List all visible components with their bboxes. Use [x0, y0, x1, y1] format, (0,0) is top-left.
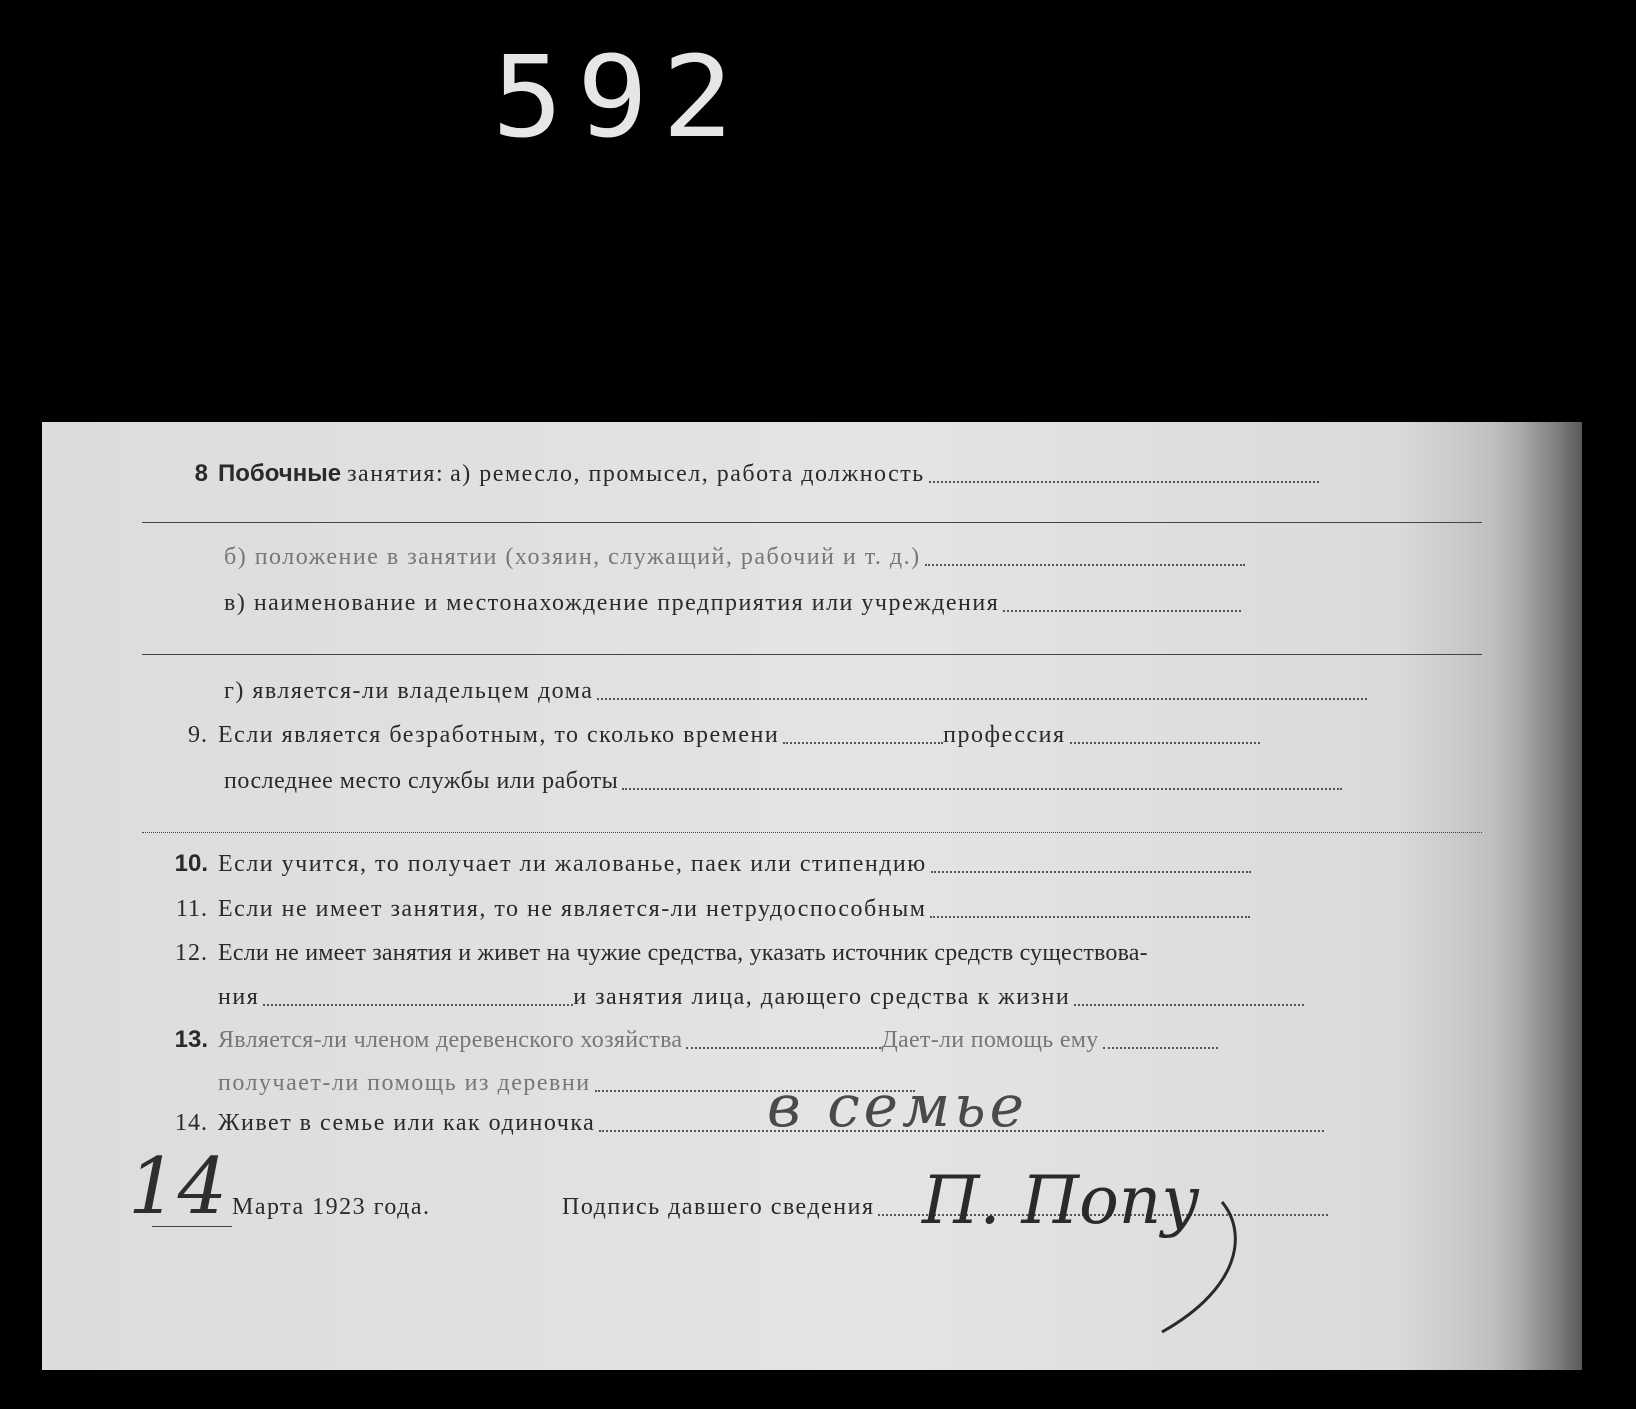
q12-number: 12.: [175, 940, 208, 966]
signature-flourish: [1152, 1192, 1272, 1342]
q8-label-2: занятия:: [347, 461, 445, 487]
q8-line-v: [224, 590, 1241, 617]
q9-continuation-line: [142, 832, 1482, 833]
q9-profession-fill: [1070, 742, 1260, 744]
q13-number: 13.: [174, 1026, 208, 1053]
q9-text: Если является безработным, то сколько времени: [218, 722, 780, 748]
q8-a-continuation-line: [142, 522, 1482, 523]
q11-fill: [930, 916, 1250, 918]
signature-handwritten: П. Попу: [922, 1162, 1200, 1239]
form-sheet: [42, 422, 1582, 1370]
footer-date-text: Марта 1923 года.: [232, 1194, 431, 1220]
q8-number: 8: [194, 460, 208, 487]
q13-text: Является-ли членом деревенского хозяйства: [218, 1027, 683, 1053]
q12-person-fill: [1074, 1004, 1304, 1006]
q9-last-job-text: последнее место службы или работы: [224, 768, 619, 794]
q9-line-1: [174, 722, 1260, 749]
q8-g-fill: [597, 698, 1367, 700]
q11-number: 11.: [175, 896, 208, 922]
q8-line-a: [174, 460, 1319, 488]
q9-number: 9.: [188, 722, 208, 748]
q8-v-text: в) наименование и местонахождение предприятия или учреждения: [224, 590, 1000, 616]
q14-handwritten-answer: в семье: [767, 1072, 1028, 1140]
q9-time-fill: [783, 742, 943, 744]
q12-cont-a: ния: [218, 984, 260, 1010]
footer-date-line: [232, 1194, 431, 1221]
date-day-handwritten: 14: [128, 1142, 228, 1232]
q12-text: Если не имеет занятия и живет на чужие средства, указать источник средств существова-: [218, 940, 1148, 966]
q13-help-fill: [1103, 1047, 1218, 1049]
q8-g-text: г) является-ли владельцем дома: [224, 678, 594, 704]
q8-label: Побочные: [218, 460, 342, 487]
q8-v-fill: [1003, 610, 1241, 612]
q10-number: 10.: [174, 850, 208, 877]
q10-text: Если учится, то получает ли жалованье, паек или стипендию: [218, 851, 927, 877]
q8-line-b: [224, 544, 1245, 571]
q12-line-2: [218, 984, 1304, 1011]
q11-line: [174, 896, 1250, 923]
q9-line-2: [224, 768, 1342, 795]
q10-line: [174, 850, 1251, 878]
q11-text: Если не имеет занятия, то не является-ли нетрудоспособным: [218, 896, 927, 922]
q10-fill: [931, 871, 1251, 873]
q8-a-fill: [929, 481, 1319, 483]
footer-sign-label: Подпись давшего сведения: [562, 1194, 875, 1220]
q13-receives-text: получает-ли помощь из деревни: [218, 1070, 591, 1096]
q9-profession-label: профессия: [943, 722, 1066, 748]
q8-a-text: а) ремесло, промысел, работа должность: [450, 461, 925, 487]
q9-last-job-fill: [622, 788, 1342, 790]
q13-line-1: [174, 1026, 1218, 1054]
q8-line-g: [224, 678, 1367, 705]
frame-number: 592: [492, 31, 748, 163]
q8-b-text: б) положение в занятии (хозяин, служащий, рабочий и т. д.): [224, 544, 921, 570]
q12-source-fill: [263, 1004, 573, 1006]
q8-b-fill: [925, 564, 1245, 566]
q12-cont-b: и занятия лица, дающего средства к жизни: [573, 984, 1071, 1010]
q12-line-1: [174, 940, 1148, 967]
q13-help-label: Дает-ли помощь ему: [881, 1027, 1099, 1053]
q8-v-continuation-line: [142, 654, 1482, 655]
q13-member-fill: [686, 1047, 881, 1049]
q14-text: Живет в семье или как одиночка: [218, 1110, 596, 1136]
q14-number: 14.: [175, 1110, 208, 1136]
q14-line: [174, 1110, 1324, 1137]
date-day-line: [152, 1226, 232, 1227]
